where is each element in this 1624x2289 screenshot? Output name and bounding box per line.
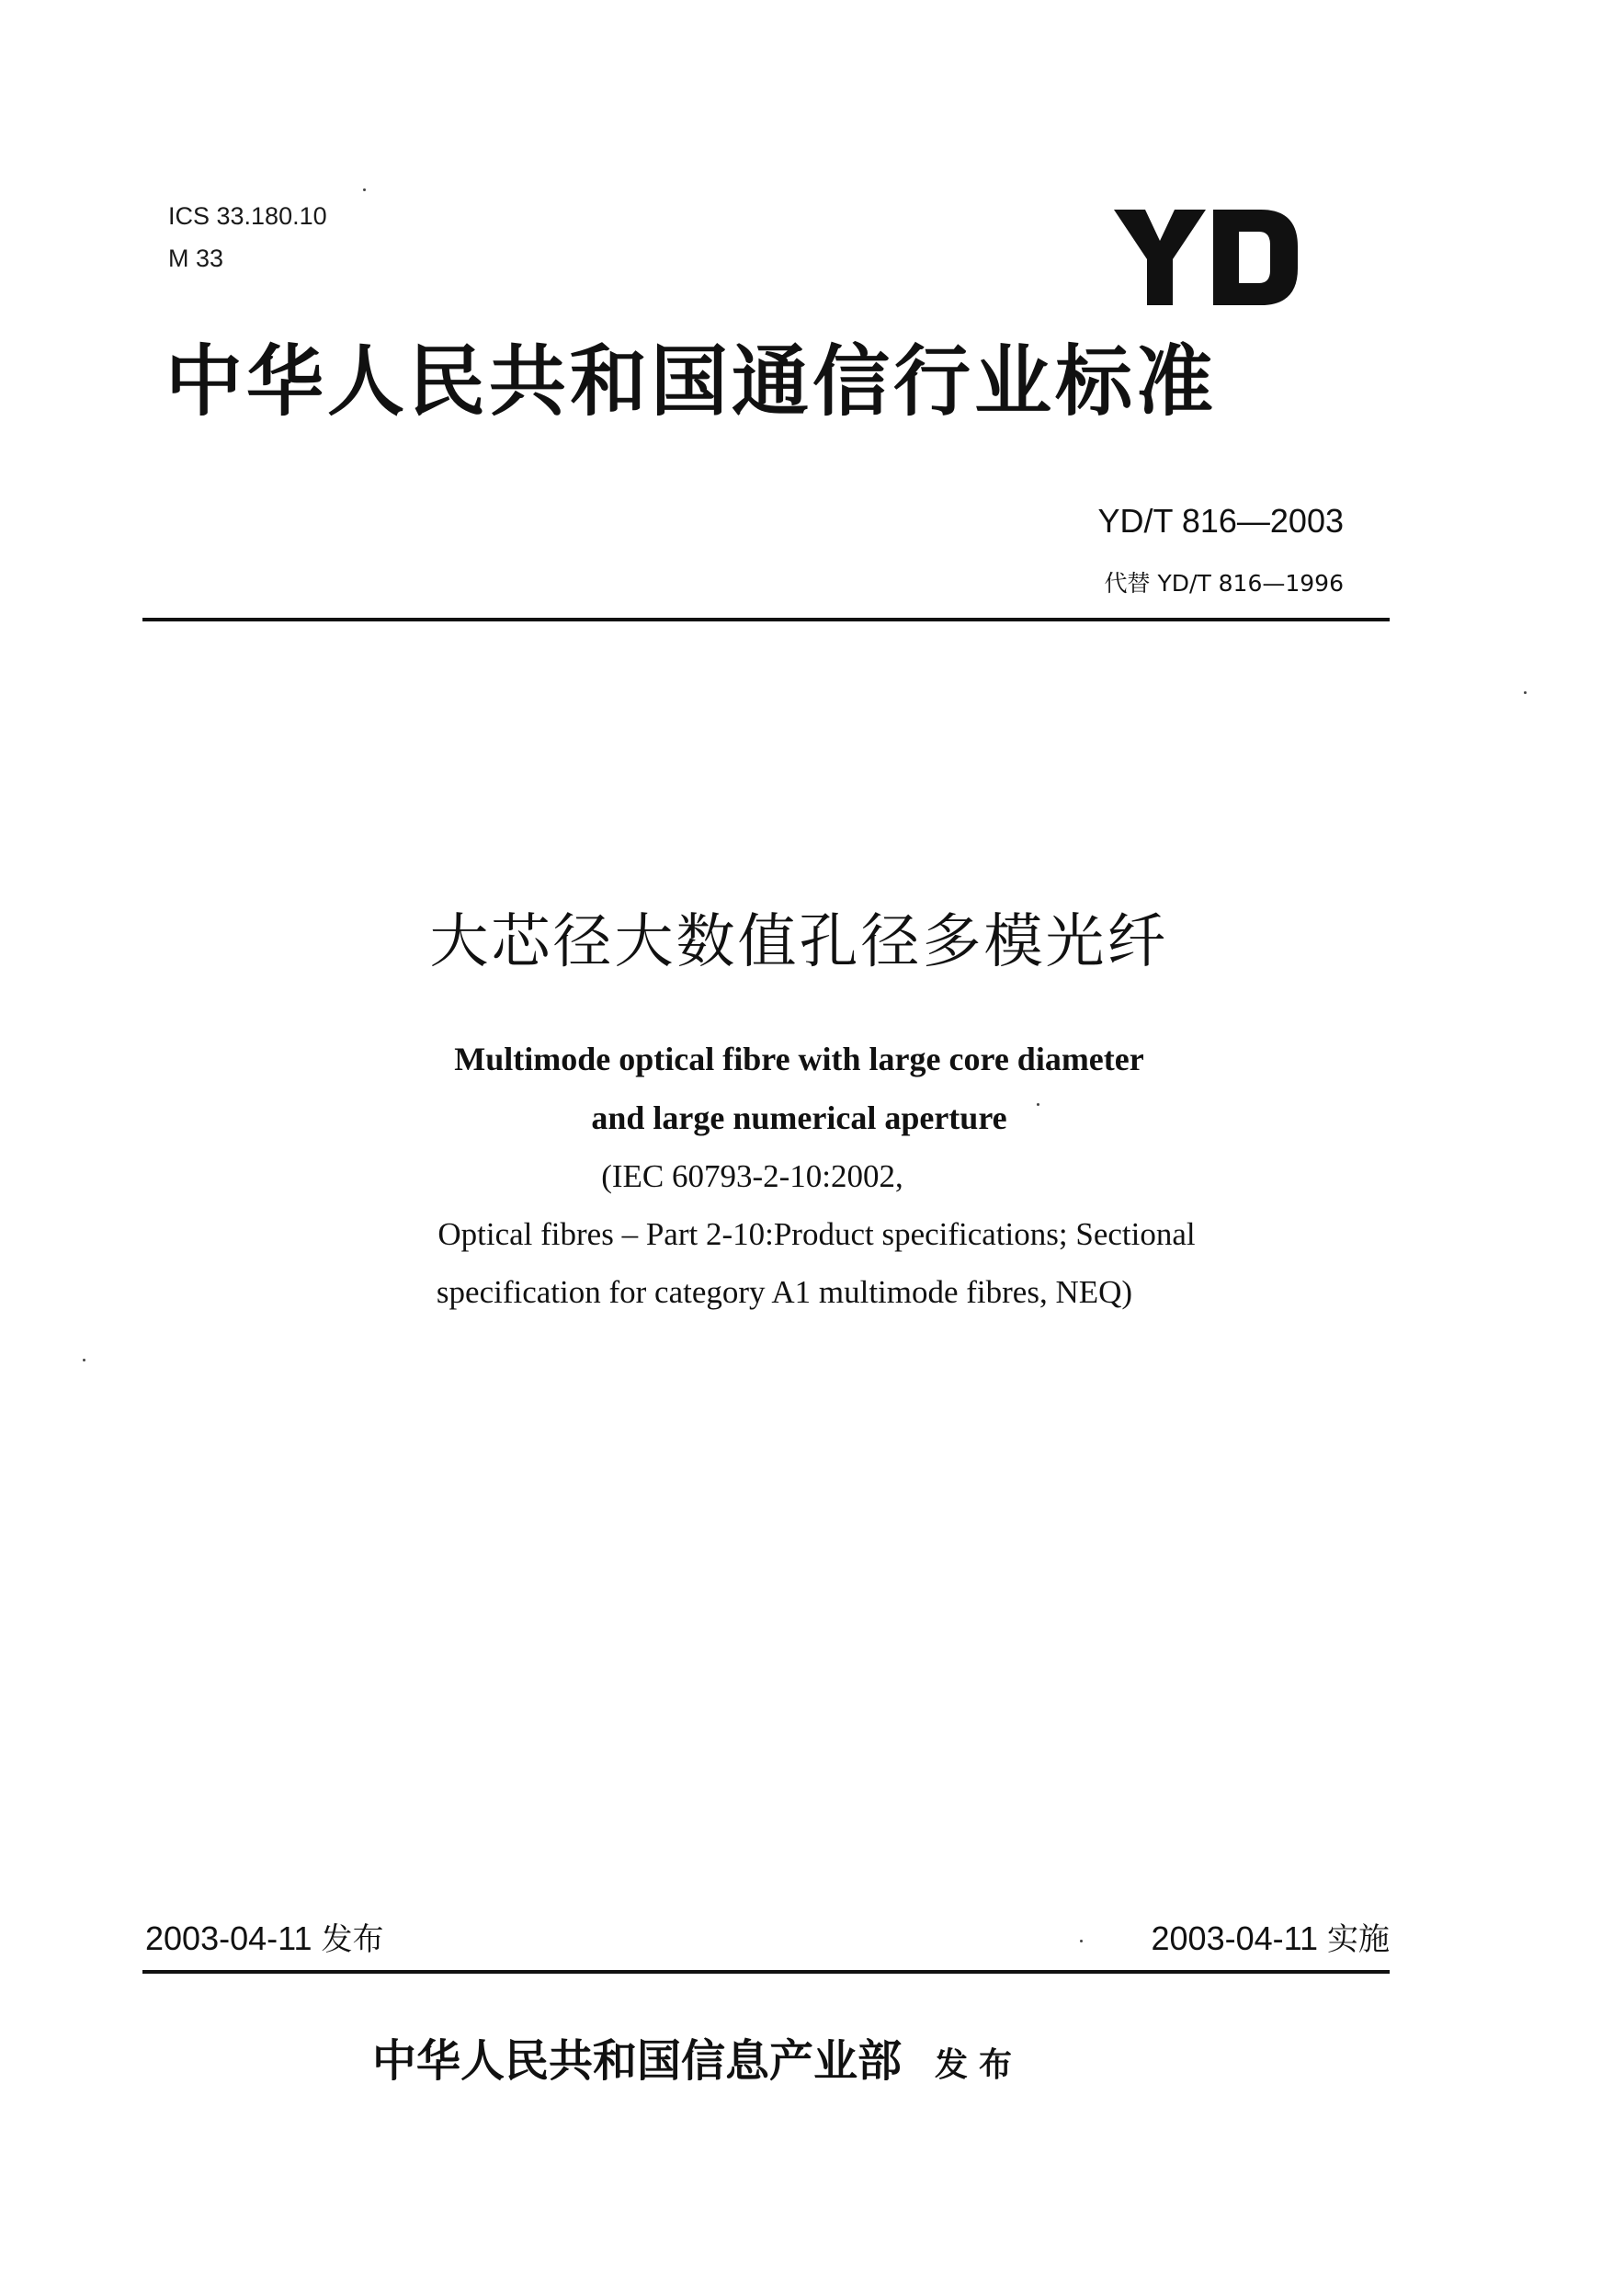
english-title-line-2: and large numerical aperture [591, 1099, 1007, 1136]
standard-number: YD/T 816—2003 [1097, 502, 1344, 540]
publisher-name: 中华人民共和国信息产业部 [372, 2035, 903, 2087]
publisher-block [372, 2032, 1023, 2095]
issue-label: 发布 [321, 1921, 384, 1958]
issue-date: 2003-04-11 [145, 1919, 312, 1957]
document-title-english [0, 1030, 1624, 1147]
classification-codes [168, 195, 327, 279]
publisher-verb: 发布 [935, 2046, 1024, 2084]
scan-speck [1524, 691, 1527, 694]
yd-logo [1114, 210, 1298, 305]
issue-date-block [145, 1918, 384, 1961]
document-title-chinese-text: 大芯径大数值孔径多模光纤 [429, 908, 1169, 976]
implementation-date: 2003-04-11 [1151, 1919, 1318, 1957]
scan-speck [1080, 1940, 1083, 1942]
iec-reference-line-2: Optical fibres – Part 2-10:Product specifications; Sectional [437, 1216, 1196, 1252]
replaces-standard: 代替 YD/T 816—1996 [1104, 570, 1344, 597]
iec-reference [0, 1147, 1624, 1321]
scan-speck [363, 188, 366, 191]
document-title-chinese [0, 905, 1624, 979]
issuer-title: 中华人民共和国通信行业标准 [165, 336, 1218, 427]
implementation-label: 实施 [1327, 1921, 1390, 1958]
scan-speck [83, 1359, 85, 1361]
english-title-line-1: Multimode optical fibre with large core diameter [454, 1041, 1144, 1077]
header-divider [142, 618, 1390, 621]
iec-reference-line-1: (IEC 60793-2-10:2002, [601, 1158, 903, 1194]
implementation-date-block [1152, 1918, 1391, 1961]
ics-code: ICS 33.180.10 [168, 202, 327, 230]
yd-logo-graphic [1114, 210, 1298, 305]
footer-divider [142, 1970, 1390, 1974]
iec-reference-line-3: specification for category A1 multimode fibres, NEQ) [436, 1274, 1133, 1310]
ccs-code: M 33 [168, 245, 224, 272]
scan-speck [1037, 1103, 1039, 1106]
